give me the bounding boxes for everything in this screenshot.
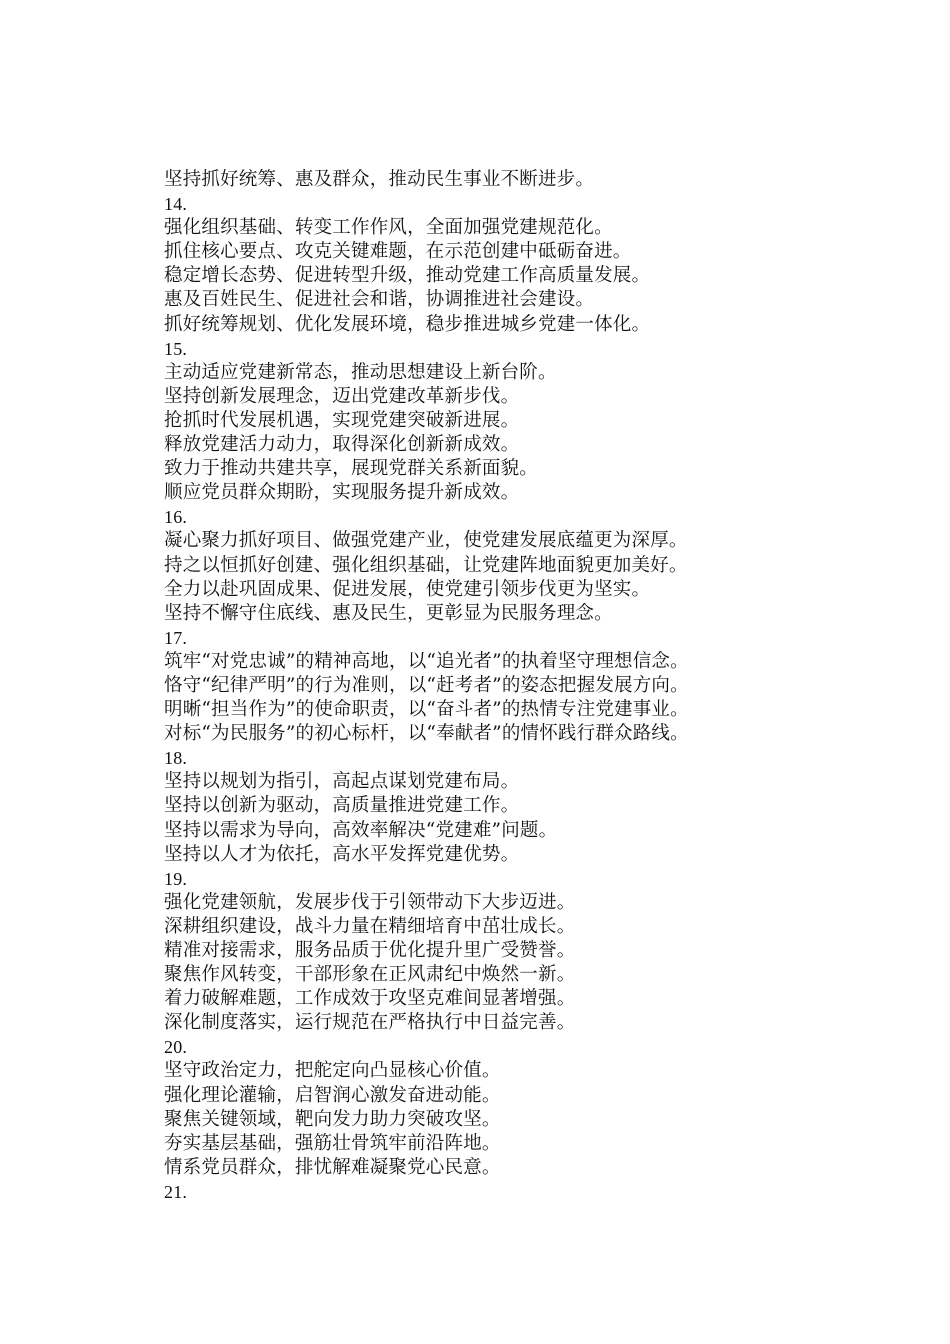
section-number: 19.: [164, 868, 188, 889]
document-body: [164, 168, 924, 1204]
text-line: 主动适应党建新常态，推动思想建设上新台阶。: [164, 361, 557, 383]
text-line: 明晰“担当作为”的使命职责，以“奋斗者”的热情专注党建事业。: [164, 699, 689, 721]
text-line: 强化党建领航，发展步伐于引领带动下大步迈进。: [164, 891, 576, 913]
text-line: 坚持以需求为导向，高效率解决“党建难”问题。: [164, 819, 558, 841]
text-line: 稳定增长态势、促进转型升级，推动党建工作高质量发展。: [164, 265, 651, 287]
text-line: 对标“为民服务”的初心标杆，以“奉献者”的情怀践行群众路线。: [164, 723, 689, 745]
text-line: 精准对接需求，服务品质于优化提升里广受赞誉。: [164, 940, 576, 961]
section-number: 15.: [164, 338, 188, 359]
text-line: 抓住核心要点、攻克关键难题，在示范创建中砥砺奋进。: [164, 241, 632, 263]
text-line: 抢抓时代发展机遇，实现党建突破新进展。: [164, 409, 520, 431]
section-number: 14.: [164, 194, 188, 215]
text-line: 持之以恒抓好创建、强化组织基础，让党建阵地面貌更加美好。: [164, 554, 688, 576]
text-line: 释放党建活力动力，取得深化创新新成效。: [164, 434, 520, 456]
text-line: 坚持抓好统筹、惠及群众，推动民生事业不断进步。: [164, 169, 595, 190]
text-line: 夯实基层基础，强筋壮骨筑牢前沿阵地。: [164, 1132, 501, 1154]
text-line: 着力破解难题，工作成效于攻坚克难间显著增强。: [164, 988, 576, 1010]
text-line: 坚持以人才为依托，高水平发挥党建优势。: [164, 843, 520, 865]
text-line: 凝心聚力抓好项目、做强党建产业，使党建发展底蕴更为深厚。: [164, 530, 688, 552]
text-line: 聚焦关键领域，靶向发力助力突破攻坚。: [164, 1108, 501, 1130]
section-number: 17.: [164, 627, 188, 648]
text-line: 深耕组织建设，战斗力量在精细培育中茁壮成长。: [164, 915, 576, 937]
text-line: 全力以赴巩固成果、促进发展，使党建引领步伐更为坚实。: [164, 578, 651, 600]
text-line: 抓好统筹规划、优化发展环境，稳步推进城乡党建一体化。: [164, 313, 651, 335]
section-number: 21.: [164, 1181, 188, 1202]
section-number: 20.: [164, 1037, 188, 1058]
text-line: 坚持以规划为指引，高起点谋划党建布局。: [164, 771, 520, 793]
text-line: 强化理论灌输，启智润心激发奋进动能。: [164, 1084, 501, 1106]
text-line: 惠及百姓民生、促进社会和谐，协调推进社会建设。: [164, 289, 595, 311]
text-line: 坚持创新发展理念，迈出党建改革新步伐。: [164, 385, 520, 407]
text-line: 坚持不懈守住底线、惠及民生，更彰显为民服务理念。: [164, 602, 613, 624]
section-number: 18.: [164, 748, 188, 769]
text-line: 聚焦作风转变，干部形象在正风肃纪中焕然一新。: [164, 964, 576, 986]
text-line: 情系党员群众，排忧解难凝聚党心民意。: [164, 1156, 501, 1178]
text-line: 深化制度落实，运行规范在严格执行中日益完善。: [164, 1012, 576, 1034]
text-line: 强化组织基础、转变工作作风，全面加强党建规范化。: [164, 217, 613, 239]
text-line: 筑牢“对党忠诚”的精神高地，以“追光者”的执着坚守理想信念。: [164, 650, 689, 672]
section-number: 16.: [164, 507, 188, 528]
text-line: 恪守“纪律严明”的行为准则，以“赶考者”的姿态把握发展方向。: [164, 674, 689, 696]
text-line: 致力于推动共建共享，展现党群关系新面貌。: [164, 458, 539, 480]
text-line: 顺应党员群众期盼，实现服务提升新成效。: [164, 482, 520, 504]
text-line: 坚守政治定力，把舵定向凸显核心价值。: [164, 1060, 501, 1082]
text-line: 坚持以创新为驱动，高质量推进党建工作。: [164, 795, 520, 817]
